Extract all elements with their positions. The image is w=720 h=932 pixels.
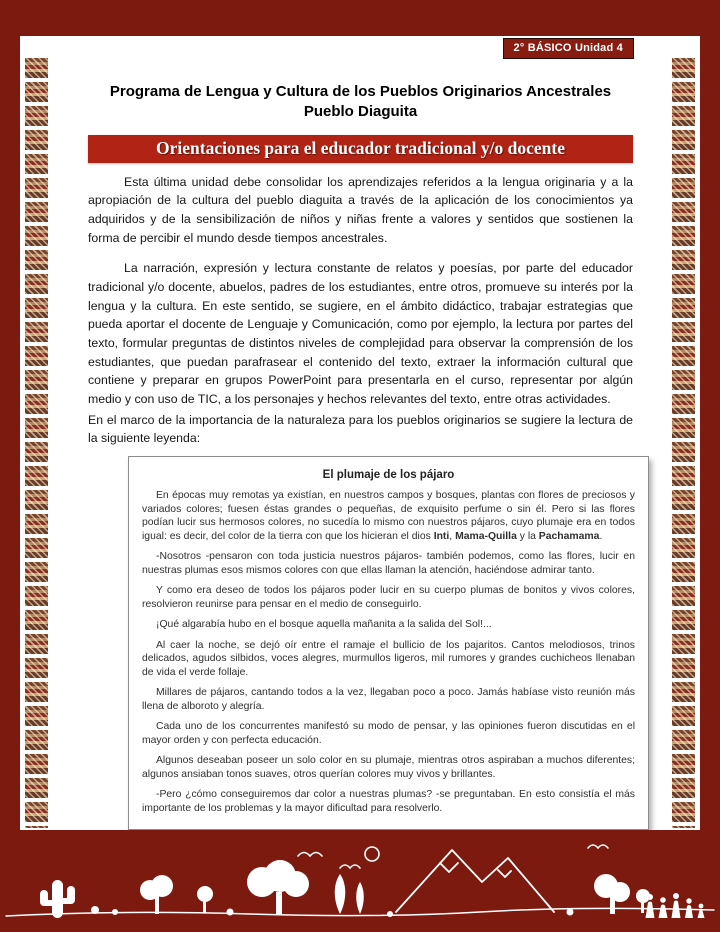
legend-deity-inti: Inti: [433, 530, 450, 542]
legend-paragraph-1: [142, 489, 635, 543]
sun-icon: [365, 847, 379, 861]
textile-pattern-strip-left-icon: [25, 58, 48, 828]
legend-title: El plumaje de los pájaro: [322, 469, 455, 482]
birds-icon: [298, 845, 608, 868]
intro-paragraph-2: La narración, expresión y lectura constante de relatos y poesías, por parte del educador tradicional y/o docente, abuelos, padres de los estudiantes, entre otros, promueve su interés por la lengua y la cultura. En este sentido, se sugiere, en el ámbito didáctico, trabajar estrategias que pueda aportar el docente de Lenguaje y Comunicación, como por ejemplo, la lectura por partes del texto, formular preguntas de distintos niveles de complejidad para observar la comprensión de los estudiantes, que puedan parafrasear el contenido del texto, extraer la información cultural que contiene y preparar en grupos PowerPoint para presentarla en el curso, representar por algún medio y con uso de TIC, a los personajes y hechos relevantes del texto, entre otras actividades.: [88, 261, 633, 407]
legend-paragraph-6: Millares de pájaros, cantando todos a la vez, llegaban poco a poco. Jamás habíase visto reunión más llena de alboroto y alegría.: [142, 687, 635, 712]
legend-paragraph-4: ¡Qué algarabía hubo en el bosque aquella mañanita a la salida del Sol!...: [156, 619, 492, 631]
legend-paragraph-9: -Pero ¿cómo conseguiremos dar color a nuestras plumas? -se preguntaban. En esto consistía el más importante de los problemas y la mayor dificultad para resolverlo.: [142, 789, 635, 814]
legend-paragraph-5: Al caer la noche, se dejó oír entre el ramaje el bullicio de los pajaritos. Cantos melodiosos, trinos delicados, agudos silbidos, voces alegres, murmullos ligeros, mil rumores y grandes cuchicheos llenaban de vida el verde follaje.: [142, 639, 635, 678]
legend-paragraph-8: Algunos deseaban poseer un solo color en su plumaje, mientras otros aspiraban a muchos diferentes; algunos ansiaban tonos suaves, otros querían colores muy vivos y brillantes.: [142, 755, 635, 780]
textile-pattern-strip-right-icon: [672, 58, 695, 828]
cactus-icon: [40, 880, 75, 918]
landscape-silhouette-illustration: [0, 830, 720, 932]
footer-band: [0, 830, 720, 932]
paper: [20, 36, 700, 830]
program-title: [88, 82, 633, 123]
people-icon: [646, 893, 705, 918]
legend-paragraph-1-text-a: En épocas muy remotas ya existían, en nuestros campos y bosques, plantas con flores de preciosos y variados colores; fuesen éstas grandes o pequeñas, de exquisito perfume o sin él. Pero si las flores podían lucir sus hermosos colores, no sucedía lo mismo con nuestros pájaros, cuyo plumaje era en todos igual: es decir, del color de la tierra con que los hicieran el dios: [142, 490, 635, 542]
legend-paragraph-1-text-g: .: [599, 530, 603, 542]
program-title-line2: Pueblo Diaguita: [303, 103, 418, 121]
legend-paragraph-7: Cada uno de los concurrentes manifestó su modo de pensar, y las opiniones fueron discutidas en el mayor orden y con perfecta educación.: [142, 721, 635, 746]
unit-badge: 2° BÁSICO Unidad 4: [503, 38, 634, 59]
program-title-line1: Programa de Lengua y Cultura de los Pueblos Originarios Ancestrales: [109, 83, 612, 100]
section-banner: Orientaciones para el educador tradicional y/o docente: [88, 135, 633, 163]
legend-paragraph-3: Y como era deseo de todos los pájaros poder lucir en su cuerpo plumas de bonitos y vivos colores, resolvieron reunirse para pensar en el medio de conseguirlo.: [142, 585, 635, 610]
intro-paragraph-1: Esta última unidad debe consolidar los aprendizajes referidos a la lengua originaria y a la apropiación de la cultura del pueblo diaguita a través de la aplicación de los conocimientos ya adquiridos y de la sensibilización de niños y niñas frente a valores y sentidos que sostienen la forma de percibir el mundo desde tiempos ancestrales.: [88, 174, 633, 245]
legend-deity-mama-quilla: Mama-Quilla: [455, 530, 517, 542]
legend-paragraph-2: -Nosotros -pensaron con toda justicia nuestros pájaros- también podemos, como las flores, lucir en nuestras plumas esos mismos colores con que ellas llaman la atención, haciéndose admirar tanto.: [142, 551, 635, 576]
legend-paragraph-1-text-c: ,: [449, 530, 456, 542]
mountains-icon: [396, 850, 554, 912]
legend-box: [128, 456, 649, 830]
content-column: [88, 36, 633, 830]
legend-deity-pachamama: Pachamama: [538, 530, 600, 542]
intro-paragraph-3: En el marco de la importancia de la naturaleza para los pueblos originarios se sugiere la lectura de la siguiente leyenda:: [88, 412, 633, 446]
legend-paragraph-1-text-e: y la: [516, 530, 539, 542]
